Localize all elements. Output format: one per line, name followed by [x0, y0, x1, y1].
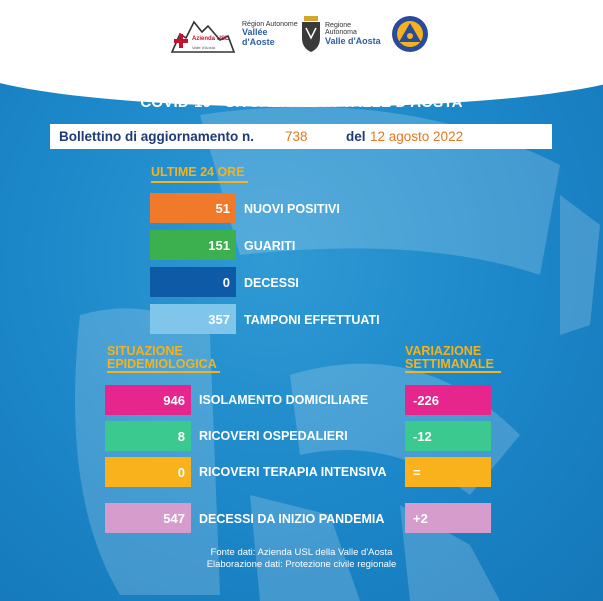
- usl-text: Azienda USL: [192, 36, 229, 42]
- usl-sub: Valle d'Aosta: [192, 45, 215, 50]
- variation-box-0: -226: [405, 385, 491, 415]
- variation-box-3: +2: [405, 503, 491, 533]
- situation-label-3: DECESSI DA INIZIO PANDEMIA: [199, 512, 385, 526]
- footer-elaboration: Elaborazione dati: Protezione civile regionale: [206, 559, 397, 570]
- last24-box-0: 51: [150, 193, 236, 223]
- protezione-civile-icon: [390, 12, 430, 56]
- crest-icon: [300, 12, 322, 56]
- footer-source: Fonte dati: Azienda USL della Valle d'Aosta: [210, 547, 393, 558]
- bulletin-del-label: del: [346, 129, 366, 144]
- last24-box-1: 151: [150, 230, 236, 260]
- bulletin-number: 738: [285, 129, 308, 144]
- last24-box-2: 0: [150, 267, 236, 297]
- rva2-big: Valle d'Aosta: [325, 35, 381, 46]
- situation-label-2: RICOVERI TERAPIA INTENSIVA: [199, 465, 387, 479]
- last24-label-2: DECESSI: [244, 276, 299, 290]
- rva-big: Vallée d'Aoste: [242, 27, 275, 47]
- situation-label-1: RICOVERI OSPEDALIERI: [199, 429, 348, 443]
- situation-heading-1: SITUAZIONE: [107, 344, 183, 358]
- situation-box-0: 946: [105, 385, 191, 415]
- main-panel: [0, 75, 603, 601]
- last24-underline: [151, 181, 248, 183]
- footer: [0, 547, 603, 571]
- last24-label-0: NUOVI POSITIVI: [244, 202, 340, 216]
- situation-label-0: ISOLAMENTO DOMICILIARE: [199, 393, 369, 407]
- situation-box-1: 8: [105, 421, 191, 451]
- page-title: COVID-19 - SITUAZIONE IN VALLE D'AOSTA: [140, 94, 463, 111]
- header: [0, 0, 603, 75]
- situation-underline: [107, 371, 220, 373]
- last24-heading: ULTIME 24 ORE: [151, 165, 245, 179]
- variation-heading-1: VARIAZIONE: [405, 344, 482, 358]
- rva2-small: Regione Autonoma: [325, 21, 357, 37]
- situation-heading-2: EPIDEMIOLOGICA: [107, 357, 217, 371]
- variation-box-2: =: [405, 457, 491, 487]
- rva-logo-it: [325, 12, 381, 56]
- bulletin-date: 12 agosto 2022: [370, 129, 464, 144]
- bulletin-bar: [50, 124, 552, 149]
- situation-box-2: 0: [105, 457, 191, 487]
- last24-label-1: GUARITI: [244, 239, 296, 253]
- usl-logo: [170, 12, 236, 56]
- last24-label-3: TAMPONI EFFETTUATI: [244, 313, 380, 327]
- variation-underline: [405, 371, 501, 373]
- bulletin-label: Bollettino di aggiornamento n.: [59, 129, 254, 144]
- situation-box-3: 547: [105, 503, 191, 533]
- variation-heading-2: SETTIMANALE: [405, 357, 494, 371]
- rva-logo-fr: [242, 12, 298, 56]
- last24-box-3: 357: [150, 304, 236, 334]
- variation-box-1: -12: [405, 421, 491, 451]
- rva-small: Région Autonome: [242, 20, 298, 28]
